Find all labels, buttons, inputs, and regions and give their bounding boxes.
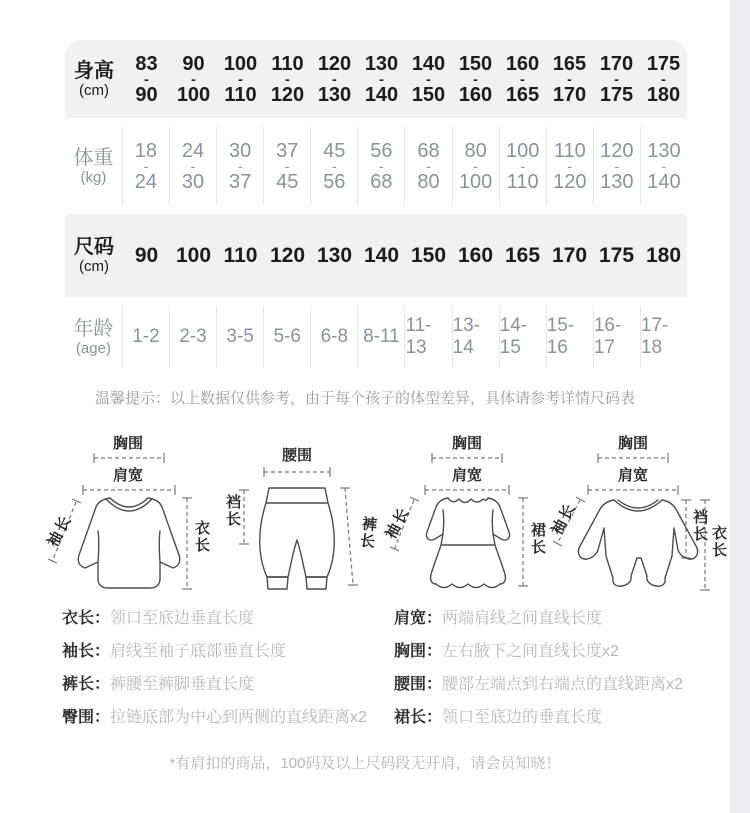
diagram-pants bbox=[212, 428, 382, 603]
chest-label: 胸围 bbox=[112, 435, 143, 452]
range-bottom: 68 bbox=[370, 170, 393, 193]
definitions-left bbox=[62, 608, 367, 740]
table-cell bbox=[358, 40, 405, 118]
range-dash: - bbox=[473, 157, 478, 174]
range-bottom: 150 bbox=[411, 83, 446, 106]
definition-text: 两端肩线之间直线长度 bbox=[442, 610, 603, 627]
table-cell bbox=[546, 214, 593, 297]
table-cell bbox=[593, 214, 640, 297]
table-cell bbox=[216, 306, 263, 368]
cell-value: 150 bbox=[410, 243, 447, 267]
table-cell bbox=[640, 127, 687, 205]
definition-text: 腰部左端点到右端点的直线距离x2 bbox=[442, 676, 683, 693]
table-row-weight bbox=[65, 127, 687, 205]
cell-value: 1-2 bbox=[132, 326, 160, 347]
garment-outline bbox=[578, 500, 697, 586]
row-label-height bbox=[65, 40, 123, 118]
waist-label: 腰围 bbox=[281, 447, 312, 464]
table-cell bbox=[593, 306, 640, 368]
range-top: 140 bbox=[411, 52, 446, 75]
definition-text: 裤腰至裤脚垂直长度 bbox=[110, 676, 255, 693]
range-dash: - bbox=[661, 157, 667, 174]
cell-value: 11-13 bbox=[405, 315, 432, 358]
range-dash: - bbox=[473, 70, 478, 87]
table-cell bbox=[499, 306, 546, 368]
table-cell bbox=[216, 127, 263, 205]
range-top: 80 bbox=[464, 139, 487, 162]
row-label-weight bbox=[65, 127, 122, 205]
garment-length-label: 衣长 bbox=[710, 525, 727, 559]
table-cell bbox=[405, 214, 452, 297]
range-top: 56 bbox=[370, 139, 393, 162]
range-bottom: 175 bbox=[599, 83, 634, 106]
cell-value: 5-6 bbox=[273, 326, 301, 347]
table-cell bbox=[452, 40, 499, 118]
range-top: 130 bbox=[647, 139, 681, 162]
row-unit-text: (cm) bbox=[79, 81, 109, 99]
shoulder-measure-line bbox=[425, 485, 509, 495]
range-dash: - bbox=[567, 157, 573, 174]
definition-term: 胸围： bbox=[394, 643, 443, 660]
definition-item bbox=[62, 641, 367, 674]
range-top: 100 bbox=[223, 52, 258, 75]
range-top: 68 bbox=[417, 139, 440, 162]
range-dash: - bbox=[143, 157, 149, 174]
range-bottom: 110 bbox=[224, 83, 257, 106]
table-cell bbox=[263, 127, 310, 205]
range-bottom: 110 bbox=[506, 170, 539, 193]
range-dash: - bbox=[520, 157, 525, 174]
row-label-size bbox=[65, 214, 123, 297]
crotch-length-label: 裆长 bbox=[224, 494, 241, 528]
page-edge-strip bbox=[730, 0, 750, 813]
cell-value: 15-16 bbox=[546, 315, 575, 358]
definition-term: 衣长： bbox=[62, 610, 111, 627]
range-bottom: 130 bbox=[317, 83, 352, 106]
range-bottom: 100 bbox=[176, 83, 211, 106]
cell-value: 110 bbox=[223, 243, 258, 267]
chest-measure-line bbox=[432, 453, 502, 463]
table-cell bbox=[263, 306, 310, 368]
range-bottom: 180 bbox=[646, 83, 681, 106]
definition-term: 袖长： bbox=[62, 643, 111, 660]
range-bottom: 120 bbox=[553, 170, 587, 193]
definition-text: 领口至底边的垂直长度 bbox=[442, 709, 603, 726]
range-bottom: 37 bbox=[228, 170, 252, 193]
table-cell bbox=[452, 214, 499, 297]
table-cell bbox=[217, 214, 264, 297]
definition-item bbox=[394, 674, 683, 707]
range-top: 45 bbox=[323, 139, 346, 162]
table-cell bbox=[264, 40, 311, 118]
table-cell bbox=[310, 306, 357, 368]
cell-value: 100 bbox=[175, 243, 212, 267]
range-bottom: 80 bbox=[417, 170, 440, 193]
range-bottom: 140 bbox=[647, 170, 681, 193]
chest-measure-line bbox=[94, 453, 164, 463]
range-top: 120 bbox=[317, 52, 352, 75]
range-dash: - bbox=[426, 157, 431, 174]
definition-text: 肩线至袖子底部垂直长度 bbox=[110, 643, 287, 660]
table-cell bbox=[640, 214, 687, 297]
range-bottom: 130 bbox=[600, 170, 634, 193]
range-dash: - bbox=[379, 157, 384, 174]
cell-value: 120 bbox=[269, 243, 306, 267]
row-label-age bbox=[65, 306, 122, 368]
definition-term: 裙长： bbox=[394, 709, 443, 726]
sleeve-length-label: 袖长 bbox=[44, 511, 76, 550]
definition-item bbox=[394, 707, 683, 740]
table-row-height bbox=[65, 40, 687, 118]
range-dash: - bbox=[191, 70, 196, 87]
footer-note: *有肩扣的商品，100码及以上尺码段无开肩，请会员知晓！ bbox=[169, 755, 561, 772]
garment-outline bbox=[266, 488, 328, 503]
chest-label: 胸围 bbox=[617, 435, 648, 452]
range-top: 90 bbox=[182, 52, 205, 75]
row-label-text: 体重 bbox=[73, 146, 114, 169]
table-cell bbox=[640, 306, 687, 368]
definition-term: 肩宽： bbox=[394, 610, 443, 627]
range-top: 110 bbox=[553, 139, 586, 162]
range-dash: - bbox=[237, 157, 243, 174]
range-bottom: 90 bbox=[135, 83, 158, 106]
garment-outline bbox=[426, 498, 448, 584]
sleeve-length-label: 袖长 bbox=[548, 499, 580, 538]
range-top: 110 bbox=[271, 52, 304, 75]
range-top: 83 bbox=[135, 52, 158, 75]
cell-value: 160 bbox=[457, 243, 494, 267]
cell-value: 16-17 bbox=[593, 315, 622, 358]
row-unit-text: (cm) bbox=[79, 258, 109, 275]
table-cell bbox=[499, 40, 546, 118]
garment-length-label: 衣长 bbox=[193, 520, 210, 554]
row-label-text: 身高 bbox=[74, 59, 114, 82]
shoulder-measure-line bbox=[83, 485, 175, 495]
pants-length-measure-line bbox=[340, 488, 358, 585]
range-bottom: 165 bbox=[505, 83, 540, 106]
table-cell bbox=[405, 40, 452, 118]
cell-value: 170 bbox=[551, 243, 588, 267]
table-cell bbox=[311, 40, 358, 118]
range-top: 30 bbox=[228, 139, 252, 162]
diagram-top bbox=[42, 428, 212, 603]
cell-value: 6-8 bbox=[320, 326, 349, 347]
range-bottom: 100 bbox=[458, 170, 493, 193]
cell-value: 13-14 bbox=[452, 315, 480, 358]
table-cell bbox=[169, 306, 216, 368]
range-dash: - bbox=[284, 157, 290, 174]
definition-item bbox=[62, 674, 367, 707]
range-top: 24 bbox=[181, 139, 205, 162]
range-dash: - bbox=[144, 70, 149, 87]
range-dash: - bbox=[379, 70, 384, 87]
range-top: 120 bbox=[600, 139, 634, 162]
cell-value: 14-15 bbox=[499, 315, 528, 358]
cell-value: 175 bbox=[598, 243, 635, 267]
range-dash: - bbox=[331, 157, 337, 174]
definition-item bbox=[394, 641, 683, 674]
range-top: 175 bbox=[646, 52, 681, 75]
row-unit-text: (age) bbox=[75, 339, 111, 357]
table-cell bbox=[264, 214, 311, 297]
chest-label: 胸围 bbox=[451, 435, 482, 452]
table-row-age bbox=[65, 306, 687, 368]
measurement-diagrams bbox=[42, 428, 727, 603]
table-cell bbox=[358, 214, 405, 297]
shoulder-label: 肩宽 bbox=[451, 467, 482, 484]
cell-value: 3-5 bbox=[226, 326, 254, 347]
table-cell bbox=[123, 40, 170, 118]
diagram-romper bbox=[548, 428, 727, 603]
chest-measure-line bbox=[598, 453, 668, 463]
skirt-length-label: 裙长 bbox=[529, 522, 546, 556]
row-label-text: 年龄 bbox=[73, 317, 114, 340]
cell-value: 140 bbox=[363, 243, 400, 267]
range-top: 165 bbox=[552, 52, 587, 75]
reminder-note: 温馨提示：以上数据仅供参考，由于每个孩子的体型差异，具体请参考详情尺码表 bbox=[94, 390, 635, 407]
range-bottom: 140 bbox=[364, 83, 399, 106]
range-top: 160 bbox=[505, 52, 540, 75]
range-dash: - bbox=[661, 70, 666, 87]
table-cell bbox=[499, 214, 546, 297]
range-bottom: 170 bbox=[552, 83, 587, 106]
table-cell bbox=[452, 306, 499, 368]
table-cell bbox=[593, 127, 640, 205]
range-top: 130 bbox=[364, 52, 399, 75]
range-dash: - bbox=[426, 70, 431, 87]
diagram-dress bbox=[382, 428, 552, 603]
definition-term: 腰围： bbox=[394, 676, 443, 693]
range-dash: - bbox=[190, 157, 196, 174]
range-bottom: 160 bbox=[458, 83, 493, 106]
definition-term: 裤长： bbox=[62, 676, 111, 693]
shoulder-measure-line bbox=[588, 485, 678, 495]
range-bottom: 24 bbox=[134, 170, 158, 193]
table-cell bbox=[357, 127, 404, 205]
range-dash: - bbox=[285, 70, 290, 87]
definition-item bbox=[62, 608, 367, 641]
definition-term: 臀围： bbox=[62, 709, 111, 726]
cell-value: 17-18 bbox=[640, 315, 669, 358]
row-unit-text: (kg) bbox=[80, 168, 107, 186]
table-cell bbox=[169, 127, 216, 205]
range-bottom: 120 bbox=[270, 83, 305, 106]
table-cell bbox=[546, 127, 593, 205]
table-cell bbox=[404, 306, 451, 368]
range-dash: - bbox=[567, 70, 572, 87]
definition-text: 领口至底边垂直长度 bbox=[110, 610, 255, 627]
table-cell bbox=[404, 127, 451, 205]
cell-value: 90 bbox=[134, 243, 159, 267]
table-row-size bbox=[65, 214, 687, 297]
definition-text: 拉链底部为中心到两侧的直线距离x2 bbox=[110, 709, 367, 726]
table-cell bbox=[122, 127, 169, 205]
range-bottom: 45 bbox=[276, 170, 299, 193]
table-cell bbox=[640, 40, 687, 118]
table-cell bbox=[310, 127, 357, 205]
range-top: 37 bbox=[276, 139, 299, 162]
row-label-text: 尺码 bbox=[74, 236, 114, 258]
size-table bbox=[65, 40, 687, 368]
cell-value: 2-3 bbox=[179, 326, 207, 347]
shoulder-label: 肩宽 bbox=[112, 467, 143, 484]
range-top: 170 bbox=[599, 52, 634, 75]
table-cell bbox=[546, 40, 593, 118]
table-cell bbox=[170, 40, 217, 118]
table-cell bbox=[499, 127, 546, 205]
range-top: 18 bbox=[134, 139, 158, 162]
cell-value: 8-11 bbox=[363, 326, 400, 347]
table-cell bbox=[170, 214, 217, 297]
cell-value: 130 bbox=[316, 243, 353, 267]
table-cell bbox=[123, 214, 170, 297]
definition-item bbox=[62, 707, 367, 740]
range-dash: - bbox=[614, 157, 620, 174]
definitions-right bbox=[394, 608, 683, 740]
table-cell bbox=[546, 306, 593, 368]
range-dash: - bbox=[332, 70, 337, 87]
table-cell bbox=[122, 306, 169, 368]
range-dash: - bbox=[614, 70, 619, 87]
range-top: 100 bbox=[505, 139, 540, 162]
pants-length-label: 裤长 bbox=[356, 515, 379, 551]
waist-measure-line bbox=[264, 467, 330, 477]
definition-text: 左右腋下之间直线长度x2 bbox=[442, 643, 619, 660]
range-bottom: 56 bbox=[323, 170, 346, 193]
table-cell bbox=[357, 306, 404, 368]
cell-value: 180 bbox=[645, 243, 682, 267]
table-cell bbox=[311, 214, 358, 297]
definition-item bbox=[394, 608, 683, 641]
table-cell bbox=[217, 40, 264, 118]
shoulder-label: 肩宽 bbox=[617, 467, 648, 484]
range-bottom: 30 bbox=[181, 170, 205, 193]
table-cell bbox=[452, 127, 499, 205]
table-cell bbox=[593, 40, 640, 118]
crotch-length-label: 裆长 bbox=[691, 509, 708, 543]
sleeve-length-label: 袖长 bbox=[382, 503, 414, 542]
cell-value: 165 bbox=[504, 243, 541, 267]
range-dash: - bbox=[238, 70, 243, 87]
range-top: 150 bbox=[458, 52, 493, 75]
range-dash: - bbox=[520, 70, 525, 87]
